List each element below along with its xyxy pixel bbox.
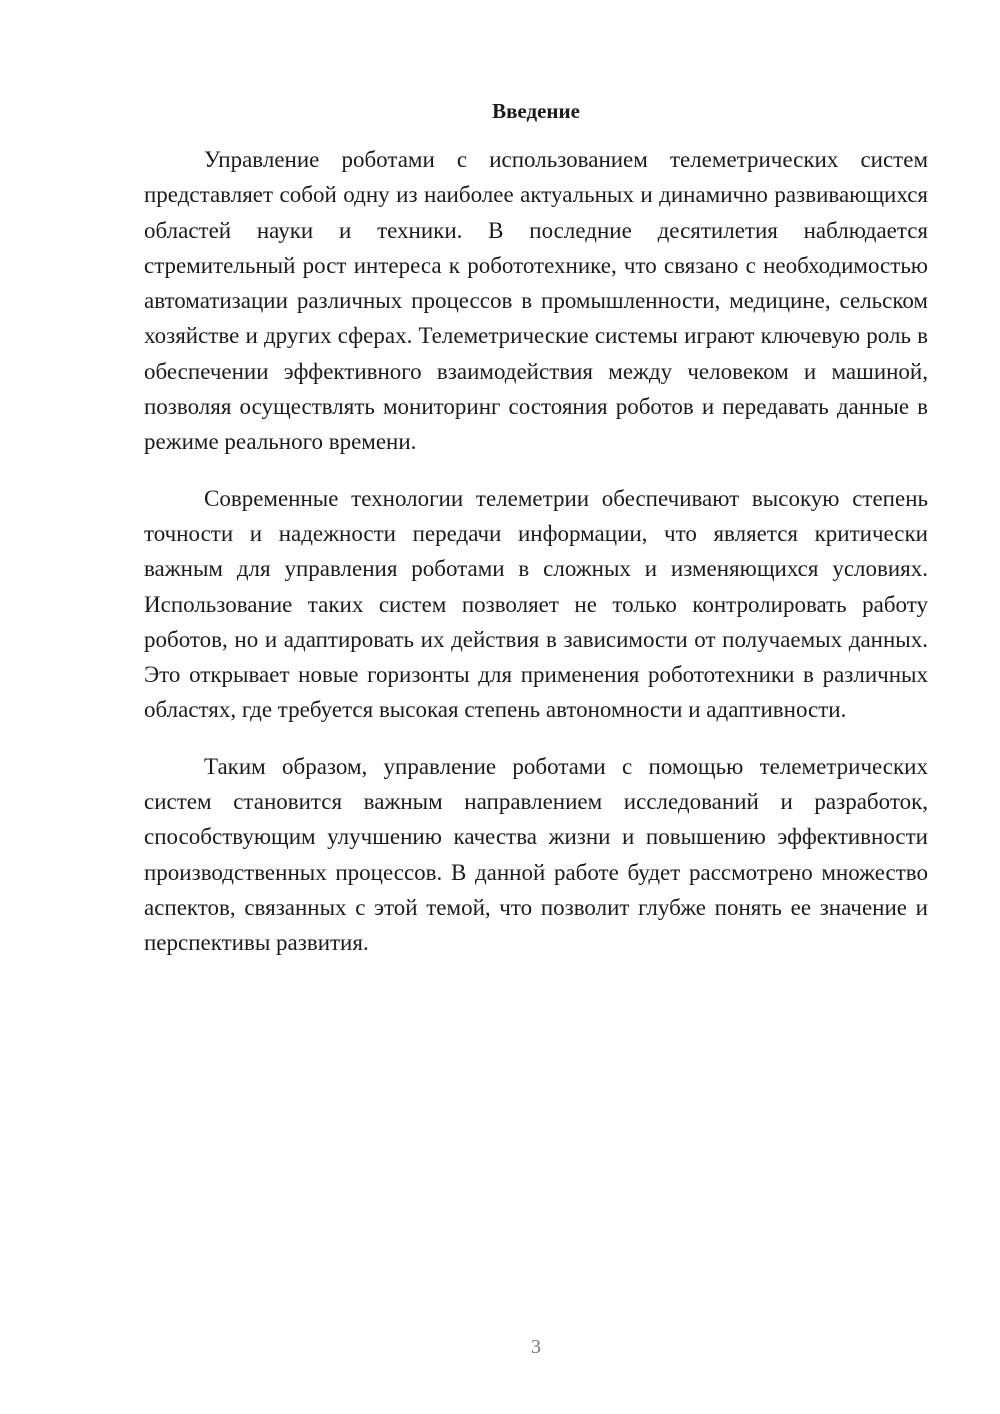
paragraph-1: Управление роботами с использованием телеметрических систем представляет собой одну из наиболее актуальных и динамично развивающихся областей науки и техники. В последние десятилетия наблюдается стремительный рост интереса к робототехнике, что связано с необходимостью автоматизации различных процессов в промышленности, медицине, сельском хозяйстве и других сферах. Телеметрические системы играют ключевую роль в обеспечении эффективного взаимодействия между человеком и машиной, позволяя осуществлять мониторинг состояния роботов и передавать данные в режиме реального времени. (144, 147, 928, 455)
section-heading: Введение (492, 99, 580, 123)
page-number: 3 (531, 1336, 541, 1358)
paragraph-3: Таким образом, управление роботами с помощью телеметрических систем становится важным направлением исследований и разработок, способствующим улучшению качества жизни и повышению эффективности производственных процессов. В данной работе будет рассмотрено множество аспектов, связанных с этой темой, что позволит глубже понять ее значение и перспективы развития. (144, 753, 928, 956)
paragraph-2: Современные технологии телеметрии обеспечивают высокую степень точности и надежности передачи информации, что является критически важным для управления роботами в сложных и изменяющихся условиях. Использование таких систем позволяет не только контролировать работу роботов, но и адаптировать их действия в зависимости от получаемых данных. Это открывает новые горизонты для применения робототехники в различных областях, где требуется высокая степень автономности и адаптивности. (144, 485, 928, 723)
body-text (144, 142, 928, 982)
